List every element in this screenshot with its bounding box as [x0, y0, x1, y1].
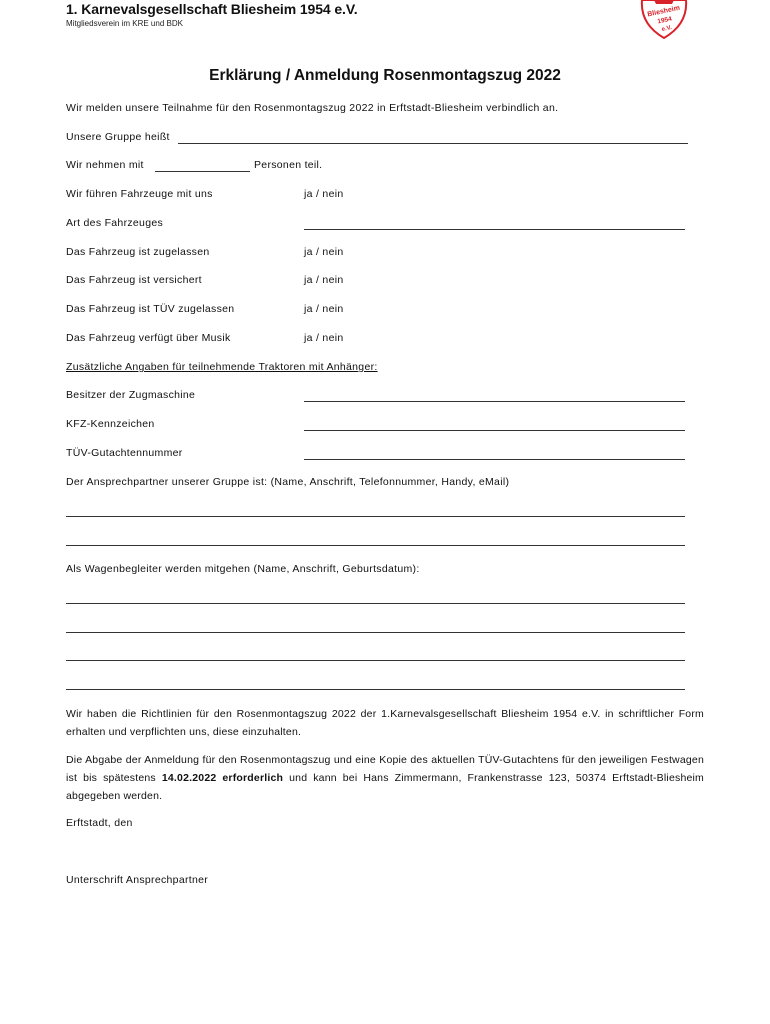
row-label: Art des Fahrzeuges	[66, 217, 164, 229]
group-label: Unsere Gruppe heißt	[66, 131, 170, 143]
companion-field[interactable]	[66, 689, 685, 690]
row-label: Das Fahrzeug ist zugelassen	[66, 246, 210, 258]
group-name-field[interactable]	[178, 143, 688, 144]
deadline-text-pre: Die Abgabe der Anmeldung für den Rosenmontagszug und eine Kopie des aktuellen TÜV-Gutachtens für den jeweiligen Festwagen ist bis spätestens	[66, 754, 704, 784]
persons-label-post: Personen teil.	[254, 159, 323, 171]
signature-label: Unterschrift Ansprechpartner	[66, 874, 209, 886]
companion-field[interactable]	[66, 603, 685, 604]
tractor-heading: Zusätzliche Angaben für teilnehmende Traktoren mit Anhänger:	[66, 361, 378, 373]
owner-field[interactable]	[304, 401, 685, 402]
org-name: 1. Karnevalsgesellschaft Bliesheim 1954 e.V.	[66, 1, 358, 17]
companion-field[interactable]	[66, 632, 685, 633]
club-logo	[636, 0, 692, 40]
tractor-row-label: KFZ-Kennzeichen	[66, 418, 155, 430]
row-label: Das Fahrzeug verfügt über Musik	[66, 332, 231, 344]
tuev-number-field[interactable]	[304, 459, 685, 460]
logo-text-3: e.V.	[661, 25, 673, 34]
contact-field[interactable]	[66, 545, 685, 546]
yes-no-choice[interactable]: ja / nein	[304, 246, 344, 258]
license-plate-field[interactable]	[304, 430, 685, 431]
deadline-text-post: und kann bei Hans Zimmermann, Frankenstrasse 123, 50374 Erftstadt-Bliesheim abgegeben werden.	[66, 772, 704, 802]
row-label: Wir führen Fahrzeuge mit uns	[66, 188, 213, 200]
yes-no-choice[interactable]: ja / nein	[304, 274, 344, 286]
page-title: Erklärung / Anmeldung Rosenmontagszug 2022	[209, 67, 561, 84]
yes-no-choice[interactable]: ja / nein	[304, 188, 344, 200]
intro-text: Wir melden unsere Teilnahme für den Rosenmontagszug 2022 in Erftstadt-Bliesheim verbindlich an.	[66, 102, 559, 114]
contact-field[interactable]	[66, 516, 685, 517]
row-label: Das Fahrzeug ist versichert	[66, 274, 202, 286]
tractor-row-label: Besitzer der Zugmaschine	[66, 389, 196, 401]
deadline-paragraph	[66, 751, 704, 805]
persons-label-pre: Wir nehmen mit	[66, 159, 144, 171]
yes-no-choice[interactable]: ja / nein	[304, 332, 344, 344]
tractor-row-label: TÜV-Gutachtennummer	[66, 447, 183, 459]
place-date-label: Erftstadt, den	[66, 817, 133, 829]
persons-count-field[interactable]	[155, 171, 250, 172]
logo-text-2: 1954	[656, 15, 673, 26]
row-label: Das Fahrzeug ist TÜV zugelassen	[66, 303, 235, 315]
contact-label: Der Ansprechpartner unserer Gruppe ist: (Name, Anschrift, Telefonnummer, Handy, eMail)	[66, 476, 510, 488]
guidelines-paragraph: Wir haben die Richtlinien für den Rosenmontagszug 2022 der 1.Karnevalsgesellschaft Bliesheim 1954 e.V. in schriftlicher Form erhalten und verpflichten uns, diese einzuhalten.	[66, 708, 704, 738]
companion-field[interactable]	[66, 660, 685, 661]
companion-label: Als Wagenbegleiter werden mitgehen (Name, Anschrift, Geburtsdatum):	[66, 563, 420, 575]
org-subtitle: Mitgliedsverein im KRE und BDK	[66, 19, 183, 28]
vehicle-type-field[interactable]	[304, 229, 685, 230]
yes-no-choice[interactable]: ja / nein	[304, 303, 344, 315]
deadline-date: 14.02.2022 erforderlich	[161, 772, 284, 784]
logo-text-1: Bliesheim	[646, 4, 681, 19]
